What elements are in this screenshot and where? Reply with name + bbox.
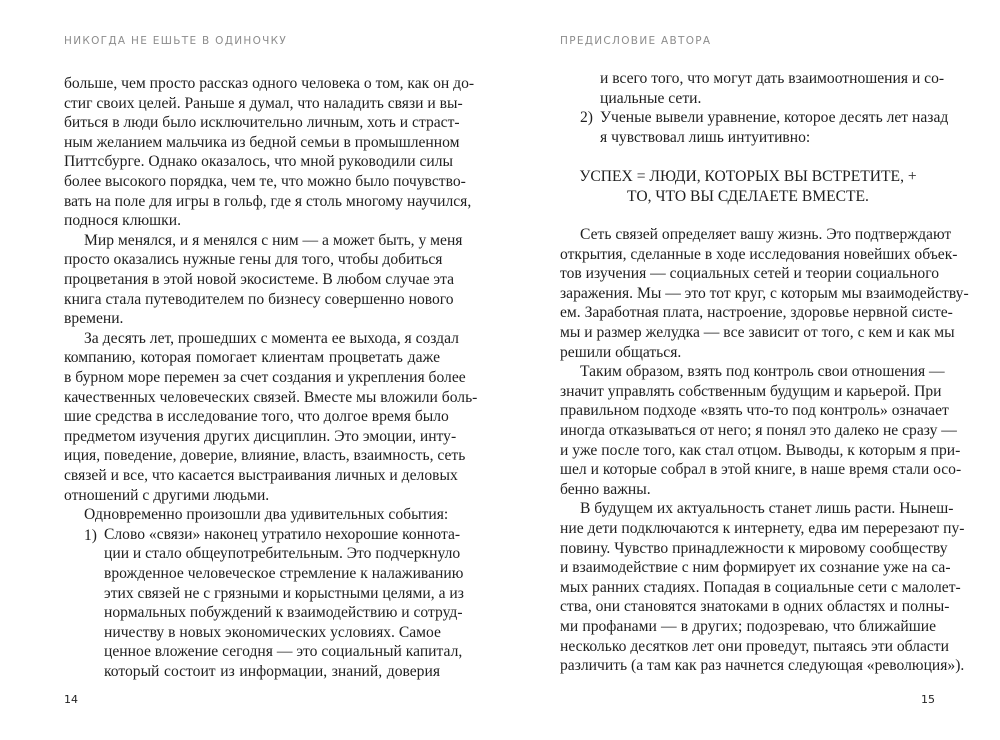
text-line: врожденное человеческое стремление к налаживанию: [104, 565, 464, 582]
text-line: открытия, сделанные в ходе исследования новейших объек-: [560, 245, 958, 263]
text-line: Ученые вывели уравнение, которое десять лет назад: [600, 109, 949, 127]
text-line: иция, поведение, доверие, влияние, власть, взаимность, сеть: [64, 447, 466, 465]
text-line: больше, чем просто рассказ одного человека о том, как он до-: [64, 75, 475, 92]
text-line: поднося клюшки.: [64, 212, 181, 230]
text-line: ства, они становятся знатоками в одних областях и полны-: [560, 598, 950, 616]
right-page: [500, 0, 1000, 740]
text-line: мых ранних стадиях. Попадая в социальные сети с малолет-: [560, 578, 961, 596]
text-line: шел и которые собрал в этой книге, в наше время стали осо-: [560, 461, 962, 479]
text-line: отношений с другими людьми.: [64, 486, 270, 504]
text-line: связей и все, что касается выстраивания личных и деловых: [64, 467, 458, 484]
text-line: значит управлять собственным будущим и карьерой. При: [560, 382, 942, 400]
text-line: За десять лет, прошедших с момента ее выхода, я создал: [84, 329, 459, 347]
text-line: заражения. Мы — это тот круг, с которым мы взаимодейству-: [560, 284, 969, 302]
text-line: циальные сети.: [600, 89, 702, 107]
text-line: решили общаться.: [560, 343, 682, 361]
formula-line: ТО, ЧТО ВЫ СДЕЛАЕТЕ ВМЕСТЕ.: [627, 187, 869, 205]
text-line: ем. Заработная плата, настроение, здоровье нервной систе-: [560, 304, 953, 322]
text-line: ние дети подключаются к интернету, едва им перерезают пу-: [560, 520, 965, 537]
text-line: и уже после того, как стал отцом. Выводы, к которым я при-: [560, 441, 961, 459]
text-line: бенно важны.: [560, 480, 651, 498]
text-line: этих связей не с грязными и корыстными целями, а из: [104, 584, 464, 602]
text-line: шие средства в исследование того, что долгое время было: [64, 408, 449, 426]
text-line: времени.: [64, 310, 124, 328]
text-line: биться в люди было исключительно личным, хоть и страст-: [64, 114, 460, 132]
text-line: просто оказались нужные гены для того, чтобы добиться: [64, 251, 443, 269]
list-marker: 1): [84, 526, 97, 544]
text-line: Таким образом, взять под контроль свои отношения —: [580, 363, 945, 381]
running-head: ПРЕДИСЛОВИЕ АВТОРА: [560, 35, 712, 47]
text-line: ным желанием мальчика из бедной семьи в промышленном: [64, 133, 460, 151]
text-line: повину. Чувство принадлежности к мировому сообществу: [560, 539, 948, 557]
text-line: вать на поле для игры в гольф, где я столь многому научился,: [64, 192, 472, 210]
formula-line: УСПЕХ = ЛЮДИ, КОТОРЫХ ВЫ ВСТРЕТИТЕ, +: [579, 168, 917, 185]
text-line: различить (а там как раз начнется следующая «революция»).: [560, 657, 965, 675]
text-line: стиг своих целей. Раньше я думал, что наладить связи и вы-: [64, 94, 463, 112]
text-line: качественных человеческих связей. Вместе мы вложили боль-: [64, 388, 478, 406]
text-line: правильном подходе «взять что-то под контроль» означает: [560, 402, 949, 420]
text-line: ми профанами — в других; подозреваю, что ближайшие: [560, 618, 936, 635]
text-line: мы и размер желудка — все зависит от того, с кем и как мы: [560, 324, 955, 341]
text-line: компанию, которая помогает клиентам процветать даже: [64, 349, 440, 367]
list-marker: 2): [580, 109, 593, 127]
running-head: НИКОГДА НЕ ЕШЬТЕ В ОДИНОЧКУ: [64, 35, 288, 47]
text-line: в бурном море перемен за счет создания и укрепления более: [64, 369, 466, 386]
text-line: Слово «связи» наконец утратило нехорошие коннота-: [104, 525, 461, 543]
text-line: Мир менялся, и я менялся с ним — а может быть, у меня: [84, 231, 463, 249]
text-line: книга стала путеводителем по бизнесу совершенно нового: [64, 290, 454, 308]
text-line: нормальных побуждений к взаимодействию и сотруд-: [104, 604, 463, 622]
text-line: предметом изучения других дисциплин. Это эмоции, инту-: [64, 427, 457, 445]
text-line: и всего того, что могут дать взаимоотношения и со-: [600, 70, 945, 87]
text-line: я чувствовал лишь интуитивно:: [600, 128, 811, 146]
text-line: и взаимодействие с ним формирует их сознание уже на са-: [560, 559, 951, 577]
text-line: ничеству в новых экономических условиях. Самое: [104, 623, 441, 641]
text-line: Одновременно произошли два удивительных события:: [84, 506, 449, 524]
text-line: который состоит из информации, знаний, доверия: [104, 663, 440, 680]
text-line: ценное вложение сегодня — это социальный капитал,: [104, 643, 463, 661]
text-line: более высокого порядка, чем те, что можно было почувство-: [64, 173, 466, 190]
text-line: Сеть связей определяет вашу жизнь. Это подтверждают: [580, 226, 952, 243]
text-line: иногда отказываться от него; я понял это далеко не сразу —: [560, 422, 957, 439]
text-line: В будущем их актуальность станет лишь расти. Нынеш-: [580, 500, 954, 518]
text-line: тов изучения — социальных сетей и теории социального: [560, 265, 940, 283]
page-number: 15: [921, 693, 935, 706]
text-line: Питтсбурге. Однако оказалось, что мной руководили силы: [64, 153, 453, 171]
page-number: 14: [64, 693, 78, 706]
text-line: процветания в этой новой экосистеме. В любом случае эта: [64, 271, 455, 288]
text-line: несколько десятков лет они проведут, пытаясь эти области: [560, 637, 949, 655]
text-line: ции и стало общеупотребительным. Это подчеркнуло: [104, 545, 461, 563]
